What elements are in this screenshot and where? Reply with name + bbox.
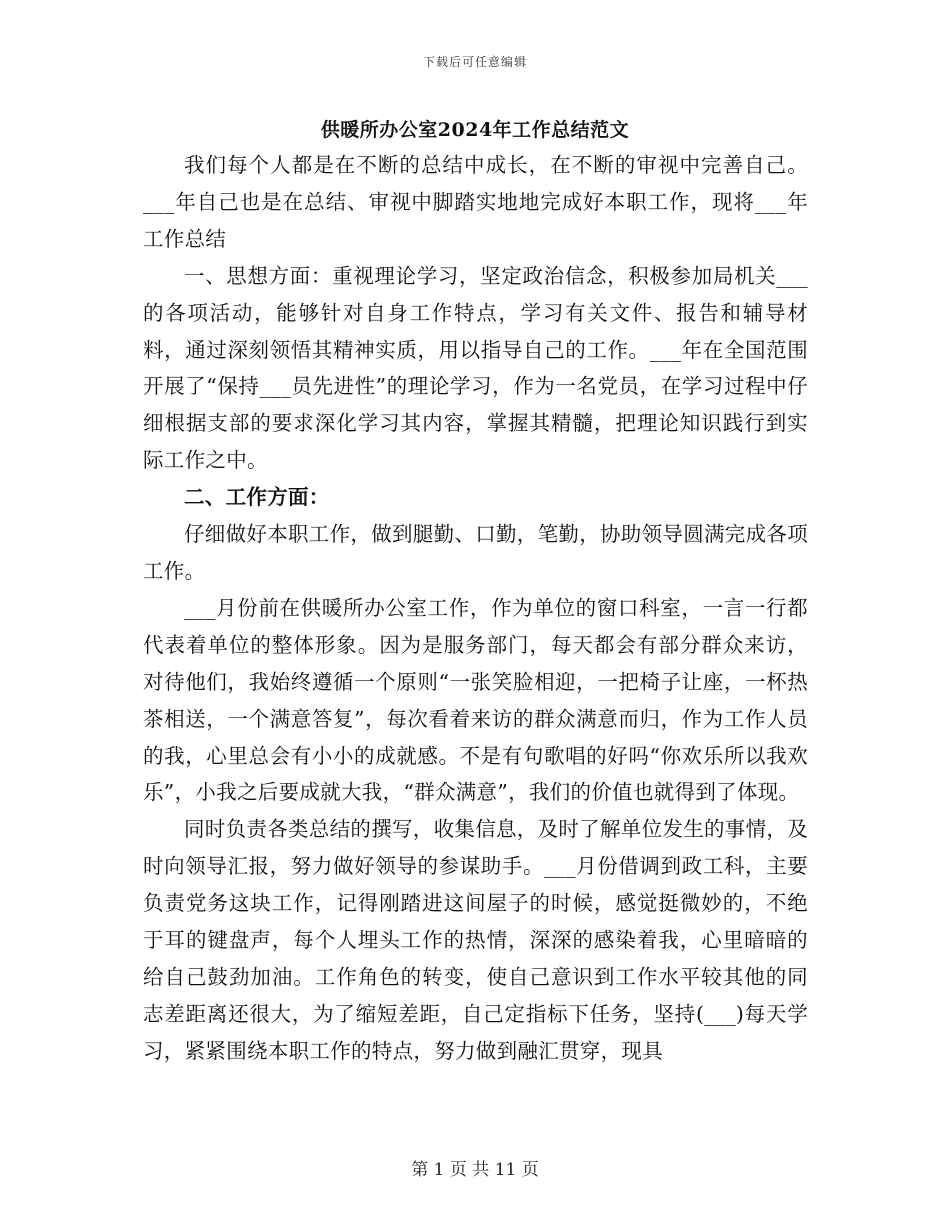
paragraph-ideology: 一、思想方面：重视理论学习，坚定政治信念，积极参加局机关___的各项活动，能够针对自身工作特点，学习有关文件、报告和辅导材料，通过深刻领悟其精神实质，用以指导自己的工作。___年在全国范围开展了“保持___员先进性”的理论学习，作为一名党员，在学习过程中仔细根据支部的要求深化学习其内容，掌握其精髓，把理论知识践行到实际工作之中。 <box>143 263 808 473</box>
paragraph-intro: 我们每个人都是在不断的总结中成长，在不断的审视中完善自己。___年自己也是在总结、审视中脚踏实地地完成好本职工作，现将___年工作总结 <box>143 153 808 251</box>
page-header-note: 下载后可任意编辑 <box>422 55 527 69</box>
paragraph-office-work: ___月份前在供暖所办公室工作，作为单位的窗口科室，一言一行都代表着单位的整体形象。因为是服务部门，每天都会有部分群众来访，对待他们，我始终遵循一个原则“一张笑脸相迎，一把椅子让座，一杯热茶相送，一个满意答复”，每次看着来访的群众满意而归，作为工作人员的我，心里总会有小小的成就感。不是有句歌唱的好吗“你欢乐所以我欢乐”，小我之后要成就大我，“群众满意”，我们的价值也就得到了体现。 <box>143 595 808 805</box>
section-heading-work: 二、工作方面： <box>184 485 330 510</box>
paragraph-duties: 仔细做好本职工作，做到腿勤、口勤，笔勤，协助领导圆满完成各项工作。 <box>143 522 808 583</box>
paragraph-summary-writing: 同时负责各类总结的撰写，收集信息，及时了解单位发生的事情，及时向领导汇报，努力做好领导的参谋助手。___月份借调到政工科，主要负责党务这块工作，记得刚踏进这间屋子的时候，感觉挺微妙的，不绝于耳的键盘声，每个人埋头工作的热情，深深的感染着我，心里暗暗的给自己鼓劲加油。工作角色的转变，使自己意识到工作水平较其他的同志差距离还很大，为了缩短差距，自己定指标下任务，坚持(___)每天学习，紧紧围绕本职工作的特点，努力做到融汇贯穿，现具 <box>143 817 808 1063</box>
document-body <box>143 147 808 1070</box>
page-number: 第 1 页 共 11 页 <box>411 1160 539 1180</box>
document-title: 供暖所办公室2024年工作总结范文 <box>320 119 630 141</box>
